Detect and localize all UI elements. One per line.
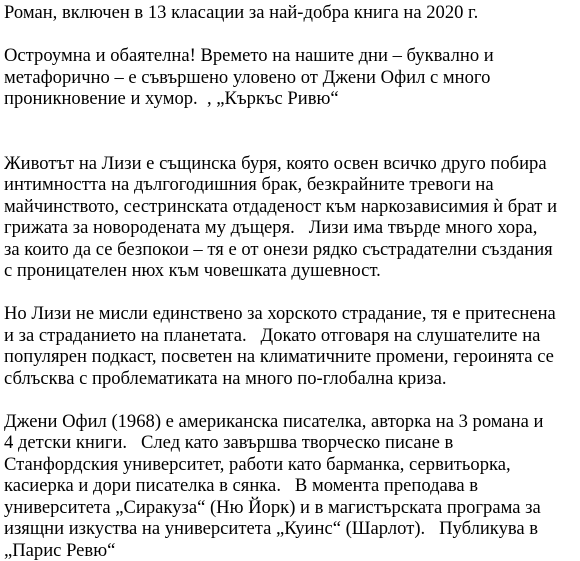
paragraph-author-bio xyxy=(4,411,574,561)
paragraph-line: интимността на дългогодишния брак, безкрайните тревоги на xyxy=(4,174,574,196)
paragraph-line: изящни изкуства на университета „Куинс“ (Шарлот). Публикува в xyxy=(4,518,574,540)
paragraph-line: касиерка и дори писателка в сянка. В момента преподава в xyxy=(4,475,574,497)
review-line: метафорично – е съвършено уловено от Джени Офил с много xyxy=(4,67,574,89)
paragraph-line: „Парис Ревю“ xyxy=(4,540,574,561)
paragraph-line: 4 детски книги. След като завършва творческо писане в xyxy=(4,432,574,454)
paragraph-line: и за страданието на планетата. Докато отговаря на слушателите на xyxy=(4,325,574,347)
paragraph-line: Животът на Лизи е същинска буря, която освен всичко друго побира xyxy=(4,153,574,175)
paragraph-line: за които да се безпокои – тя е от онези рядко състрадателни създания xyxy=(4,239,574,261)
review-line: проникновение и хумор. , „Къркъс Ривю“ xyxy=(4,88,574,110)
paragraph-gap xyxy=(4,110,574,153)
paragraph-line: Станфордския университет, работи като барманка, сервитьорка, xyxy=(4,454,574,476)
intro-line: Роман, включен в 13 класации за най-добра книга на 2020 г. xyxy=(4,2,574,24)
paragraph-line: сблъсква с проблематиката на много по-глобална криза. xyxy=(4,368,574,390)
paragraph-line: грижата за новородената му дъщеря. Лизи има твърде много хора, xyxy=(4,217,574,239)
paragraph-line: Джени Офил (1968) е американска писателка, авторка на 3 романа и xyxy=(4,411,574,433)
paragraph-line: с проницателен нюх към човешката душевност. xyxy=(4,260,574,282)
paragraph-climate xyxy=(4,303,574,389)
paragraph-line: майчинството, сестринската отдаденост към наркозависимия ѝ брат и xyxy=(4,196,574,218)
paragraph-gap xyxy=(4,24,574,46)
paragraph-plot xyxy=(4,153,574,282)
review-quote xyxy=(4,45,574,110)
paragraph-gap xyxy=(4,282,574,304)
paragraph-line: Но Лизи не мисли единствено за хорското страдание, тя е притеснена xyxy=(4,303,574,325)
paragraph-gap xyxy=(4,389,574,411)
review-line: Остроумна и обаятелна! Времето на нашите дни – буквално и xyxy=(4,45,574,67)
paragraph-line: популярен подкаст, посветен на климатичните промени, героинята се xyxy=(4,346,574,368)
paragraph-line: университета „Сиракуза“ (Ню Йорк) и в магистърската програма за xyxy=(4,497,574,519)
